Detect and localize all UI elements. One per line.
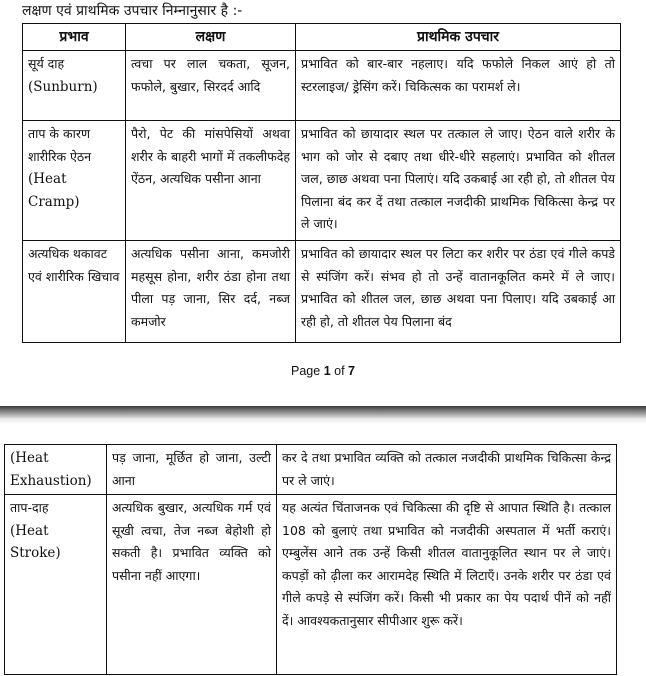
page-sep: of <box>330 364 349 378</box>
effect-hindi: ताप-दाह <box>10 500 49 515</box>
page-break-shadow <box>0 418 646 424</box>
effect-hindi: अत्यधिक थकावट एवं शारीरिक खिचाव <box>28 246 120 284</box>
symptoms-cell: अत्यधिक पसीना आना, कमजोरी महसूस होना, शरीर ठंडा होना तथा पीला पड़ जाना, सिर दर्द, नब्ज कमजोर <box>126 241 296 343</box>
treatment-cell: प्रभावित को छायादार स्थल पर तत्काल ले जाए। ऐठन वाले शरीर के भाग को जोर से दबाए तथा धीरे-धीरे सहलाएं। प्रभावित को शीतल जल, छाछ अथवा पना पिलाएं। यदि उकबाई आ रही हो, तो शीतल पेय पिलाना बंद कर दें तथा तत्काल नजदीकी प्राथमिक चिकित्सा केन्द्र पर ले जाएं। <box>296 121 621 241</box>
table-row-heat-exhaustion-cont <box>5 445 617 495</box>
table-row-heat-cramp <box>23 121 621 241</box>
intro-text: लक्षण एवं प्राथमिक उपचार निम्नानुसार है :- <box>22 3 243 19</box>
page-footer <box>0 364 646 378</box>
symptoms-cell: त्वचा पर लाल चकता, सूजन, फफोले, बुखार, सिरदर्द आदि <box>126 51 296 121</box>
table-row-heat-stroke <box>5 495 617 675</box>
page-break-divider <box>0 406 646 418</box>
table-row-sunburn <box>23 51 621 121</box>
symptoms-cell: अत्यधिक बुखार, अत्यधिक गर्म एवं सूखी त्वचा, तेज नब्ज बेहोशी हो सकती है। प्रभावित व्यक्ति को पसीना नहीं आएगा। <box>107 495 277 675</box>
first-aid-table-continued <box>4 444 617 675</box>
table-header-row <box>23 24 621 51</box>
effect-cell <box>5 445 107 495</box>
first-aid-table <box>22 23 621 343</box>
page-label: Page <box>291 364 324 378</box>
header-treatment: प्राथमिक उपचार <box>296 24 621 51</box>
treatment-cell: प्रभावित को बार-बार नहलाए। यदि फफोले निकल आएं हो तो स्टरलाइज/ ड्रेसिंग करें। चिकित्सक का परामर्श ले। <box>296 51 621 121</box>
treatment-cell: यह अत्यंत चिंताजनक एवं चिकित्सा की दृष्टि से आपात स्थिति है। तत्काल 108 को बुलाएं तथा प्रभावित को नजदीकी अस्पताल में भर्ती कराएं। एम्बुलेंस आने तक उन्हें किसी शीतल वातानुकूलित स्थान पर ले जाएं। कपड़ों को ढ़ीला कर आरामदेह स्थिति में लिटाएँ। उनके शरीर पर ठंडा एवं गीले कपड़े से स्पंजिंग करें। किसी भी प्रकार का पेय पदार्थ पीनें को नहीं दें। आवश्यकतानुसार सीपीआर शुरू करें। <box>277 495 617 675</box>
header-symptoms: लक्षण <box>126 24 296 51</box>
effect-english: (Heat Exhaustion) <box>10 450 92 489</box>
symptoms-cell: पड़ जाना, मूर्छित हो जाना, उल्टी आना <box>107 445 277 495</box>
page-total: 7 <box>348 364 355 378</box>
effect-hindi: ताप के कारण शारीरिक ऐठन <box>28 126 92 164</box>
effect-cell <box>5 495 107 675</box>
effect-english: (Heat Cramp) <box>28 171 80 210</box>
effect-cell <box>23 241 126 343</box>
treatment-cell: प्रभावित को छायादार स्थल पर लिटा कर शरीर पर ठंडा एवं गीले कपडे से स्पंजिंग करें। संभव हो तो उन्हें वातानकूलित कमरे में ले जाए। प्रभावित को शीतल जल, छाछ अथवा पना पिलाए। यदि उबकाई आ रही हो, तो शीतल पेय पिलाना बंद <box>296 241 621 343</box>
effect-cell <box>23 51 126 121</box>
effect-hindi: सूर्य दाह <box>28 56 65 71</box>
effect-cell <box>23 121 126 241</box>
page-current: 1 <box>323 364 331 378</box>
symptoms-cell: पैरो, पेट की मांसपेसियों अथवा शरीर के बाहरी भागों में तकलीफदेह ऐंठन, अत्यधिक पसीना आना <box>126 121 296 241</box>
effect-english: (Heat Stroke) <box>10 522 61 561</box>
treatment-cell: कर दे तथा प्रभावित व्यक्ति को तत्काल नजदीकी प्राथमिक चिकित्सा केन्द्र पर ले जाएं। <box>277 445 617 495</box>
header-effect: प्रभाव <box>23 24 126 51</box>
effect-english: (Sunburn) <box>28 78 98 95</box>
table-row-heat-exhaustion <box>23 241 621 343</box>
